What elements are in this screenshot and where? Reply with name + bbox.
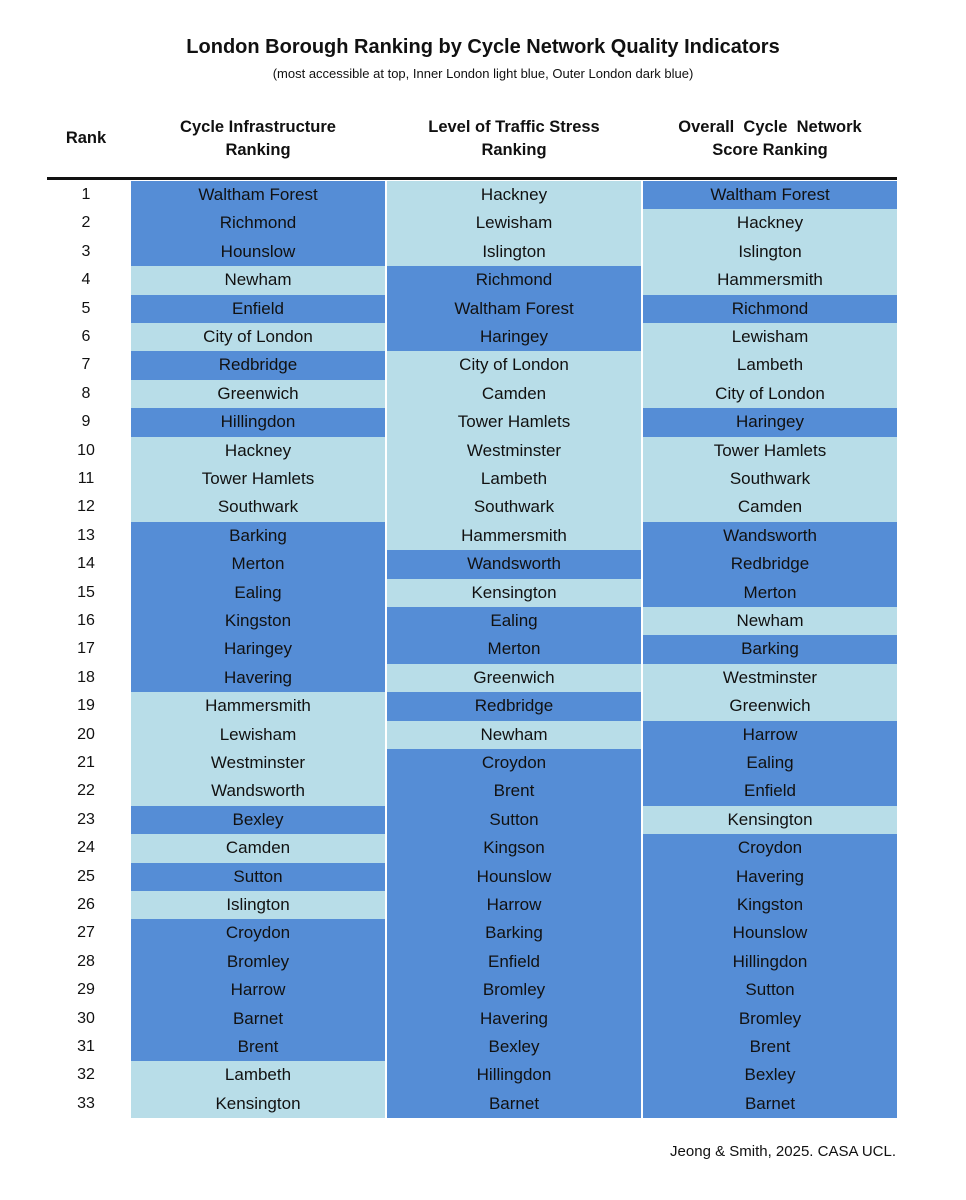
- borough-cell: Barnet: [131, 1005, 385, 1033]
- borough-cell: Hillingdon: [131, 408, 385, 436]
- borough-cell: Westminster: [387, 437, 641, 465]
- header-overall-score: [643, 116, 897, 162]
- borough-cell: Waltham Forest: [387, 295, 641, 323]
- borough-cell: Hackney: [643, 209, 897, 237]
- borough-cell: Enfield: [387, 948, 641, 976]
- chart-title: London Borough Ranking by Cycle Network Quality Indicators: [186, 36, 780, 58]
- borough-cell: Bromley: [131, 948, 385, 976]
- borough-cell: Tower Hamlets: [643, 437, 897, 465]
- rank-number: 16: [77, 612, 95, 629]
- borough-cell: Merton: [643, 579, 897, 607]
- borough-cell: Sutton: [387, 806, 641, 834]
- borough-cell: Enfield: [131, 295, 385, 323]
- borough-cell: Camden: [387, 380, 641, 408]
- rank-number: 26: [77, 896, 95, 913]
- borough-cell: Tower Hamlets: [387, 408, 641, 436]
- borough-cell: Brent: [387, 777, 641, 805]
- borough-cell: Kingston: [643, 891, 897, 919]
- header-traffic-stress-line2: Ranking: [481, 141, 547, 159]
- rank-number: 23: [77, 810, 95, 828]
- rank-number: 5: [81, 299, 91, 317]
- borough-cell: Greenwich: [131, 380, 385, 408]
- borough-cell: City of London: [387, 351, 641, 379]
- borough-cell: Newham: [643, 607, 897, 635]
- header-traffic-stress: [387, 116, 641, 162]
- borough-cell: Haringey: [131, 635, 385, 663]
- borough-cell: Greenwich: [643, 692, 897, 720]
- borough-cell: Croydon: [131, 919, 385, 947]
- borough-cell: Barking: [387, 919, 641, 947]
- borough-cell: Hillingdon: [643, 948, 897, 976]
- header-cycle-infrastructure-line2: Ranking: [225, 141, 291, 159]
- borough-cell: Wandsworth: [643, 522, 897, 550]
- borough-cell: Kensington: [387, 579, 641, 607]
- borough-cell: Harrow: [643, 721, 897, 749]
- rank-number: 33: [77, 1094, 95, 1112]
- borough-cell: Redbridge: [387, 692, 641, 720]
- rank-number: 24: [77, 839, 95, 857]
- rank-number: 8: [81, 384, 91, 402]
- rank-number: 1: [81, 186, 91, 203]
- borough-cell: Hounslow: [131, 238, 385, 266]
- borough-cell: Newham: [387, 721, 641, 749]
- header-rank: Rank: [65, 129, 107, 147]
- borough-cell: City of London: [131, 323, 385, 351]
- borough-cell: Harrow: [387, 891, 641, 919]
- rank-number: 25: [77, 867, 95, 885]
- rank-number: 14: [77, 555, 95, 573]
- rank-number: 19: [77, 697, 95, 715]
- borough-cell: Waltham Forest: [643, 181, 897, 209]
- borough-cell: Hammersmith: [131, 692, 385, 720]
- borough-cell: Bromley: [643, 1005, 897, 1033]
- borough-cell: Camden: [643, 493, 897, 521]
- borough-cell: Ealing: [643, 749, 897, 777]
- borough-cell: Bromley: [387, 976, 641, 1004]
- rank-number: 10: [77, 441, 95, 459]
- rank-number: 11: [77, 470, 95, 487]
- borough-cell: Croydon: [643, 834, 897, 862]
- borough-cell: Kingston: [131, 607, 385, 635]
- borough-cell: Westminster: [643, 664, 897, 692]
- borough-cell: Hammersmith: [387, 522, 641, 550]
- borough-cell: Kingson: [387, 834, 641, 862]
- borough-cell: Richmond: [643, 295, 897, 323]
- borough-cell: Southwark: [387, 493, 641, 521]
- borough-cell: Kensington: [131, 1090, 385, 1118]
- rank-number: 4: [81, 271, 91, 289]
- rank-number: 17: [77, 640, 95, 658]
- rank-number: 30: [77, 1009, 95, 1027]
- borough-cell: Merton: [387, 635, 641, 663]
- borough-cell: Sutton: [131, 863, 385, 891]
- borough-cell: Havering: [131, 664, 385, 692]
- borough-cell: Tower Hamlets: [131, 465, 385, 493]
- rank-number: 3: [81, 242, 91, 260]
- borough-cell: Newham: [131, 266, 385, 294]
- borough-cell: Bexley: [643, 1061, 897, 1089]
- borough-cell: Southwark: [643, 465, 897, 493]
- header-cycle-infrastructure: [131, 116, 385, 162]
- borough-cell: Ealing: [387, 607, 641, 635]
- header-cycle-infrastructure-line1: Cycle Infrastructure: [180, 118, 336, 136]
- borough-cell: Redbridge: [131, 351, 385, 379]
- header-traffic-stress-line1: Level of Traffic Stress: [428, 118, 600, 136]
- rank-number: 21: [77, 754, 95, 771]
- borough-cell: Wandsworth: [131, 777, 385, 805]
- borough-cell: Richmond: [131, 209, 385, 237]
- borough-cell: Brent: [643, 1033, 897, 1061]
- rank-number: 13: [77, 526, 95, 544]
- borough-cell: Harrow: [131, 976, 385, 1004]
- borough-cell: Sutton: [643, 976, 897, 1004]
- rank-number: 9: [81, 413, 91, 431]
- borough-cell: Barnet: [643, 1090, 897, 1118]
- borough-cell: Barnet: [387, 1090, 641, 1118]
- borough-cell: Camden: [131, 834, 385, 862]
- rank-number: 29: [77, 981, 95, 999]
- borough-cell: Hackney: [131, 437, 385, 465]
- rank-number: 15: [77, 583, 95, 601]
- rank-number: 31: [77, 1038, 95, 1055]
- borough-cell: Lewisham: [387, 209, 641, 237]
- rank-number: 18: [77, 668, 95, 686]
- rank-number: 6: [81, 328, 91, 345]
- borough-cell: Hounslow: [643, 919, 897, 947]
- header-overall-score-line2: Score Ranking: [712, 141, 828, 159]
- borough-cell: Islington: [643, 238, 897, 266]
- rank-number: 20: [77, 725, 95, 743]
- rank-number: 2: [81, 214, 91, 232]
- borough-cell: Merton: [131, 550, 385, 578]
- borough-cell: Wandsworth: [387, 550, 641, 578]
- header-divider: [47, 177, 897, 180]
- borough-cell: Barking: [131, 522, 385, 550]
- header-overall-score-line1: Overall Cycle Network: [678, 118, 862, 136]
- borough-cell: Haringey: [643, 408, 897, 436]
- borough-cell: Southwark: [131, 493, 385, 521]
- borough-cell: Islington: [387, 238, 641, 266]
- borough-cell: Haringey: [387, 323, 641, 351]
- borough-cell: Havering: [387, 1005, 641, 1033]
- borough-cell: Hillingdon: [387, 1061, 641, 1089]
- borough-cell: Lambeth: [643, 351, 897, 379]
- rank-number: 12: [77, 498, 95, 516]
- borough-cell: Hammersmith: [643, 266, 897, 294]
- borough-cell: Enfield: [643, 777, 897, 805]
- borough-cell: Westminster: [131, 749, 385, 777]
- borough-cell: Lambeth: [387, 465, 641, 493]
- credit-text: Jeong & Smith, 2025. CASA UCL.: [670, 1143, 896, 1160]
- borough-cell: Hackney: [387, 181, 641, 209]
- borough-cell: Redbridge: [643, 550, 897, 578]
- rank-number: 27: [77, 924, 95, 942]
- borough-cell: Brent: [131, 1033, 385, 1061]
- borough-cell: City of London: [643, 380, 897, 408]
- rank-number: 22: [77, 782, 95, 800]
- borough-cell: Waltham Forest: [131, 181, 385, 209]
- borough-cell: Barking: [643, 635, 897, 663]
- borough-cell: Croydon: [387, 749, 641, 777]
- borough-cell: Lewisham: [643, 323, 897, 351]
- rank-number: 7: [81, 356, 91, 374]
- rank-number: 32: [77, 1066, 95, 1084]
- borough-cell: Ealing: [131, 579, 385, 607]
- borough-cell: Lewisham: [131, 721, 385, 749]
- borough-cell: Lambeth: [131, 1061, 385, 1089]
- rank-number: 28: [77, 952, 95, 970]
- borough-cell: Richmond: [387, 266, 641, 294]
- borough-cell: Hounslow: [387, 863, 641, 891]
- chart-subtitle: (most accessible at top, Inner London light blue, Outer London dark blue): [272, 66, 694, 81]
- borough-cell: Havering: [643, 863, 897, 891]
- borough-cell: Greenwich: [387, 664, 641, 692]
- borough-cell: Kensington: [643, 806, 897, 834]
- borough-cell: Islington: [131, 891, 385, 919]
- borough-cell: Bexley: [131, 806, 385, 834]
- borough-cell: Bexley: [387, 1033, 641, 1061]
